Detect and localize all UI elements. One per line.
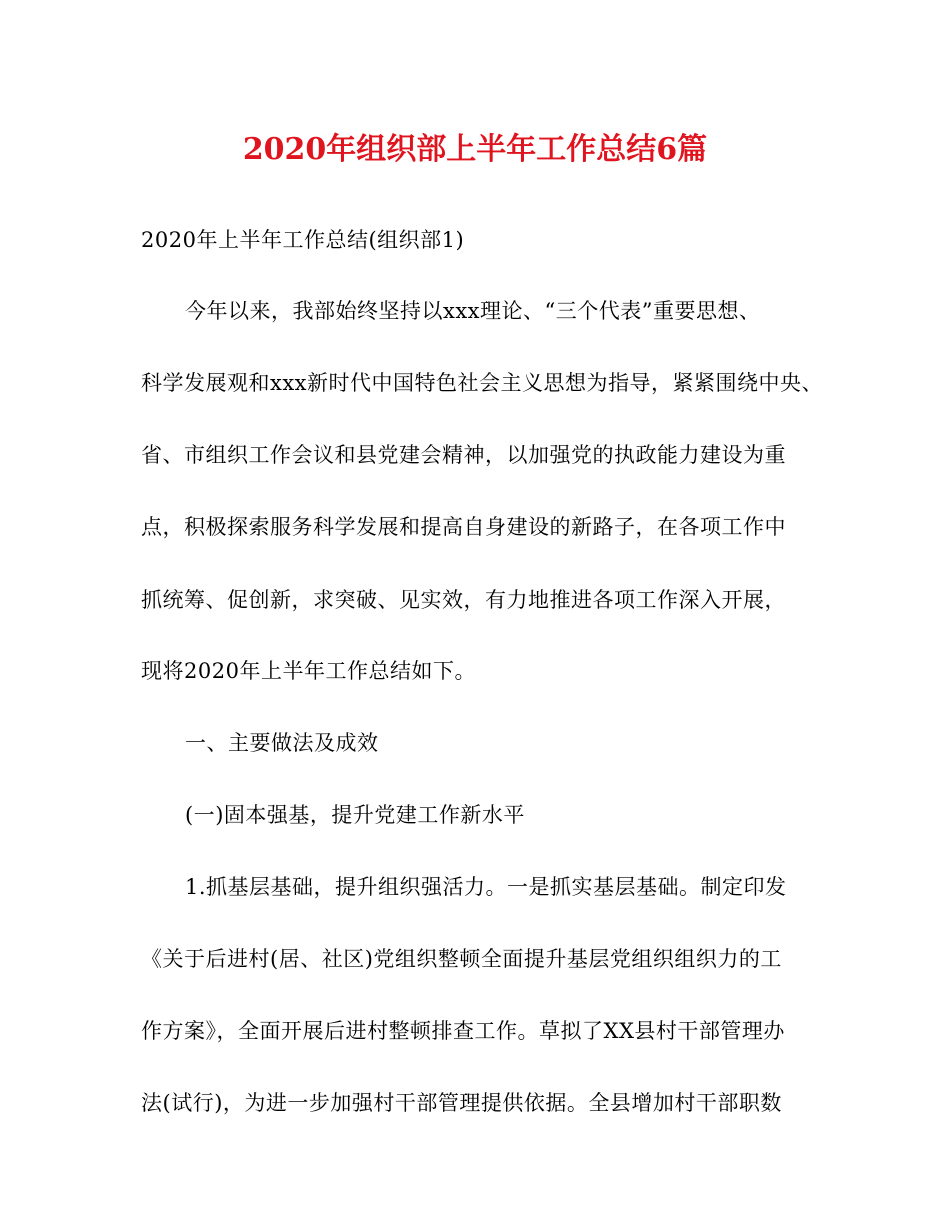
- subheading: (一)固本强基，提升党建工作新水平: [185, 803, 525, 827]
- subheading: 一、主要做法及成效: [185, 731, 379, 755]
- paragraph-line: 抓统筹、促创新，求突破、见实效，有力地推进各项工作深入开展，: [141, 588, 786, 612]
- paragraph-line: 点，积极探索服务科学发展和提高自身建设的新路子，在各项工作中: [141, 515, 786, 539]
- paragraph-line: 《关于后进村(居、社区)党组织整顿全面提升基层党组织组织力的工: [141, 947, 782, 971]
- paragraph-line: 法(试行)，为进一步加强村干部管理提供依据。全县增加村干部职数: [141, 1091, 782, 1115]
- paragraph-line: 省、市组织工作会议和县党建会精神，以加强党的执政能力建设为重: [141, 443, 786, 467]
- paragraph-line: 作方案》，全面开展后进村整顿排查工作。草拟了XX县村干部管理办: [141, 1019, 785, 1043]
- paragraph-line: 1.抓基层基础，提升组织强活力。一是抓实基层基础。制定印发: [185, 875, 787, 899]
- paragraph-line: 科学发展观和xxx新时代中国特色社会主义思想为指导，紧紧围绕中央、: [141, 371, 824, 395]
- paragraph-line: 今年以来，我部始终坚持以xxx理论、“三个代表”重要思想、: [185, 299, 761, 323]
- document-title: 2020年组织部上半年工作总结6篇: [242, 132, 708, 167]
- section-heading: 2020年上半年工作总结(组织部1): [141, 228, 465, 252]
- paragraph-line: 现将2020年上半年工作总结如下。: [141, 659, 476, 683]
